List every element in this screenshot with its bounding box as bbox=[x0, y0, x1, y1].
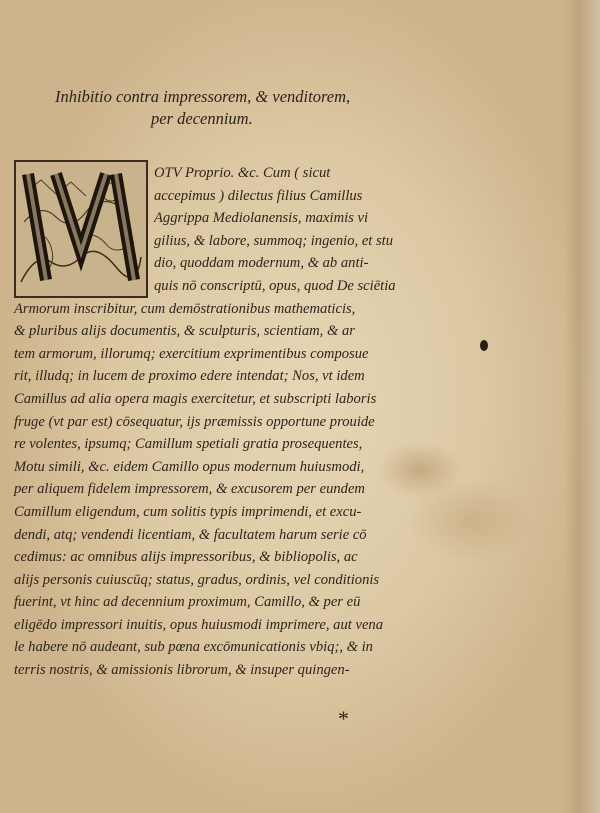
text-line: rit, illudq; in lucem de proximo edere intendat; Nos, vt idem bbox=[14, 368, 365, 385]
text-line: le habere nō audeant, sub pœna excōmunicationis vbiq;, & in bbox=[14, 639, 373, 656]
signature-mark: * bbox=[338, 706, 349, 731]
text-line: quis nō conscriptū, opus, quod De sciētia bbox=[154, 277, 396, 294]
text-line: fuerint, vt hinc ad decennium proximum, Camillo, & per eū bbox=[14, 594, 361, 611]
page-fold-shadow bbox=[564, 0, 600, 813]
text-line: Armorum inscribitur, cum demōstrationibus mathematicis, bbox=[14, 300, 356, 317]
text-line: eligēdo impressori inuitis, opus huiusmodi imprimere, aut vena bbox=[14, 616, 384, 633]
text-line: Aggrippa Mediolanensis, maximis vi bbox=[154, 210, 369, 227]
text-line: re volentes, ipsumq; Camillum spetiali gratia prosequentes, bbox=[14, 436, 363, 453]
ink-stain bbox=[480, 340, 488, 351]
page-heading bbox=[55, 86, 475, 130]
proclamation-text bbox=[14, 162, 398, 682]
text-line: accepimus ) dilectus filius Camillus bbox=[154, 187, 363, 204]
text-line: OTV Proprio. &c. Cum ( sicut bbox=[154, 165, 331, 181]
text-line: Camillus ad alia opera magis exercitetur, et subscripti laboris bbox=[14, 390, 377, 407]
text-line: terris nostris, & amissionis librorum, & insuper quingen- bbox=[14, 662, 350, 679]
text-line: & pluribus alijs documentis, & sculpturis, scientiam, & ar bbox=[14, 323, 355, 340]
text-line: dio, quoddam modernum, & ab anti- bbox=[154, 255, 369, 272]
text-line: fruge (vt par est) cōsequatur, ijs præmissis opportune prouide bbox=[14, 413, 375, 430]
text-line: alijs personis cuiuscūq; status, gradus, ordinis, vel conditionis bbox=[14, 571, 380, 588]
text-line: Motu simili, &c. eidem Camillo opus modernum huiusmodi, bbox=[14, 458, 365, 475]
text-line: per aliquem fidelem impressorem, & excusorem per eundem bbox=[14, 481, 365, 498]
text-line: gilius, & labore, summoq; ingenio, et stu bbox=[154, 232, 394, 249]
heading-line-1: Inhibitio contra impressorem, & venditorem, bbox=[55, 87, 351, 106]
text-line: tem armorum, illorumq; exercitium exprimentibus composue bbox=[14, 345, 369, 362]
text-line: dendi, atq; vendendi licentiam, & facultatem harum serie cō bbox=[14, 526, 367, 543]
text-line: cedimus: ac omnibus alijs impressoribus, & bibliopolis, ac bbox=[14, 549, 358, 566]
text-line: Camillum eligendum, cum solitis typis imprimendi, et excu- bbox=[14, 503, 362, 520]
heading-line-2: per decennium. bbox=[151, 109, 253, 128]
